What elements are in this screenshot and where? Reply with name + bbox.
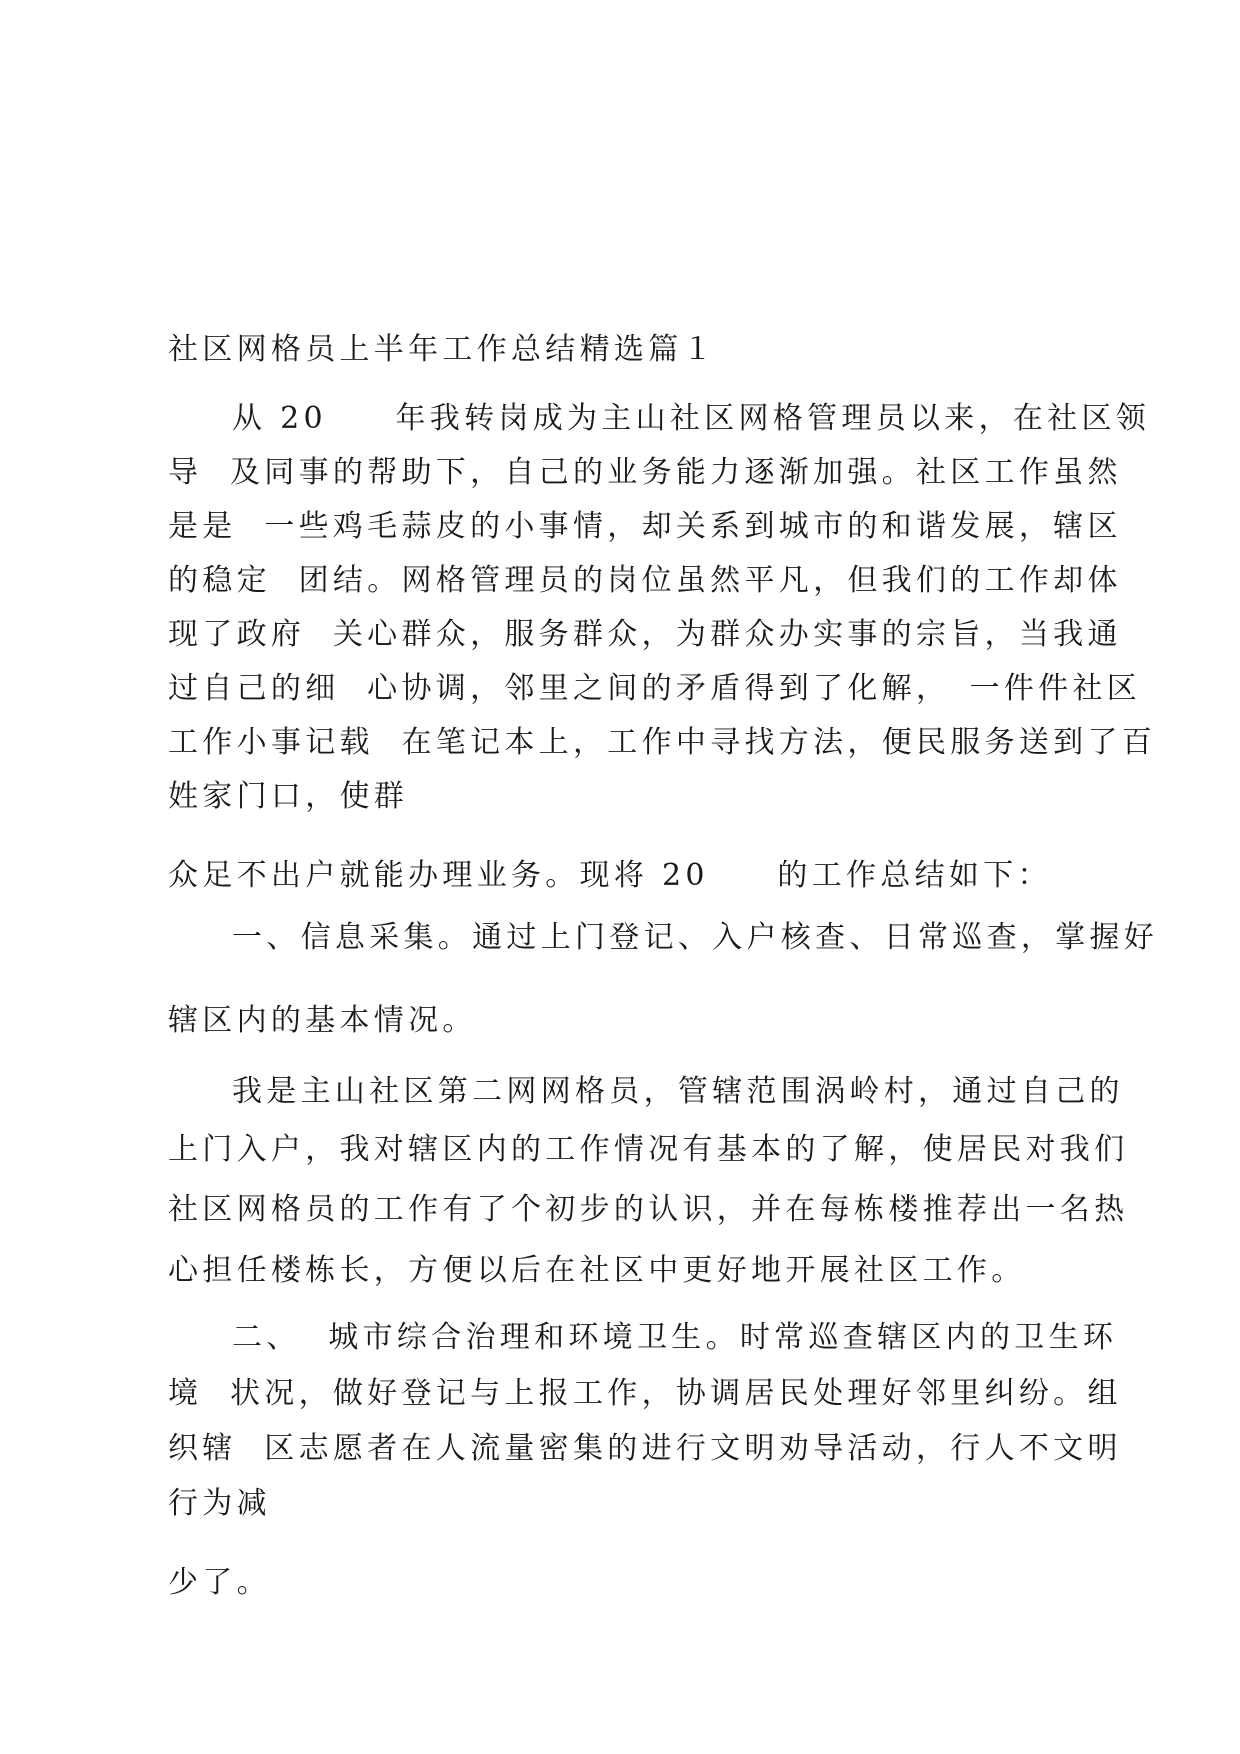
paragraph-line: 织辖 区志愿者在人流量密集的进行文明劝导活动，行人不文明 xyxy=(168,1431,1122,1466)
paragraph-line: 现了政府 关心群众，服务群众，为群众办实事的宗旨，当我通 xyxy=(168,617,1122,652)
paragraph-line: 我是主山社区第二网网格员，管辖范围涡岭村，通过自己的 xyxy=(232,1074,1124,1109)
paragraph-line: 工作小事记载 在笔记本上，工作中寻找方法，便民服务送到了百 xyxy=(168,725,1157,760)
paragraph-line: 上门入户，我对辖区内的工作情况有基本的了解，使居民对我们 xyxy=(168,1132,1129,1167)
paragraph-line: 是是 一些鸡毛蒜皮的小事情，却关系到城市的和谐发展，辖区 xyxy=(168,509,1122,544)
section-heading: 二、 城市综合治理和环境卫生。时常巡查辖区内的卫生环 xyxy=(232,1320,1118,1355)
paragraph-line: 社区网格员的工作有了个初步的认识，并在每栋楼推荐出一名热 xyxy=(168,1192,1129,1227)
paragraph-line: 众足不出户就能办理业务。现将 20 的工作总结如下： xyxy=(168,858,1052,893)
paragraph-line: 姓家门口，使群 xyxy=(168,779,409,814)
paragraph-line: 行为减 xyxy=(168,1486,271,1521)
paragraph-line: 从 20 年我转岗成为主山社区网格管理员以来，在社区领 xyxy=(232,401,1151,436)
section-heading: 一、信息采集。通过上门登记、入户核查、日常巡查，掌握好 xyxy=(232,920,1159,955)
paragraph-line: 心担任楼栋长，方便以后在社区中更好地开展社区工作。 xyxy=(168,1253,1026,1288)
document-title: 社区网格员上半年工作总结精选篇１ xyxy=(168,332,717,367)
paragraph-line: 境 状况，做好登记与上报工作，协调居民处理好邻里纠纷。组 xyxy=(168,1376,1122,1411)
paragraph-line: 导 及同事的帮助下，自己的业务能力逐渐加强。社区工作虽然 xyxy=(168,455,1122,490)
paragraph-line: 过自己的细 心协调，邻里之间的矛盾得到了化解， 一件件社区 xyxy=(168,671,1142,706)
paragraph-line: 少了。 xyxy=(168,1565,271,1600)
paragraph-line: 的稳定 团结。网格管理员的岗位虽然平凡，但我们的工作却体 xyxy=(168,563,1122,598)
paragraph-line: 辖区内的基本情况。 xyxy=(168,1003,477,1038)
